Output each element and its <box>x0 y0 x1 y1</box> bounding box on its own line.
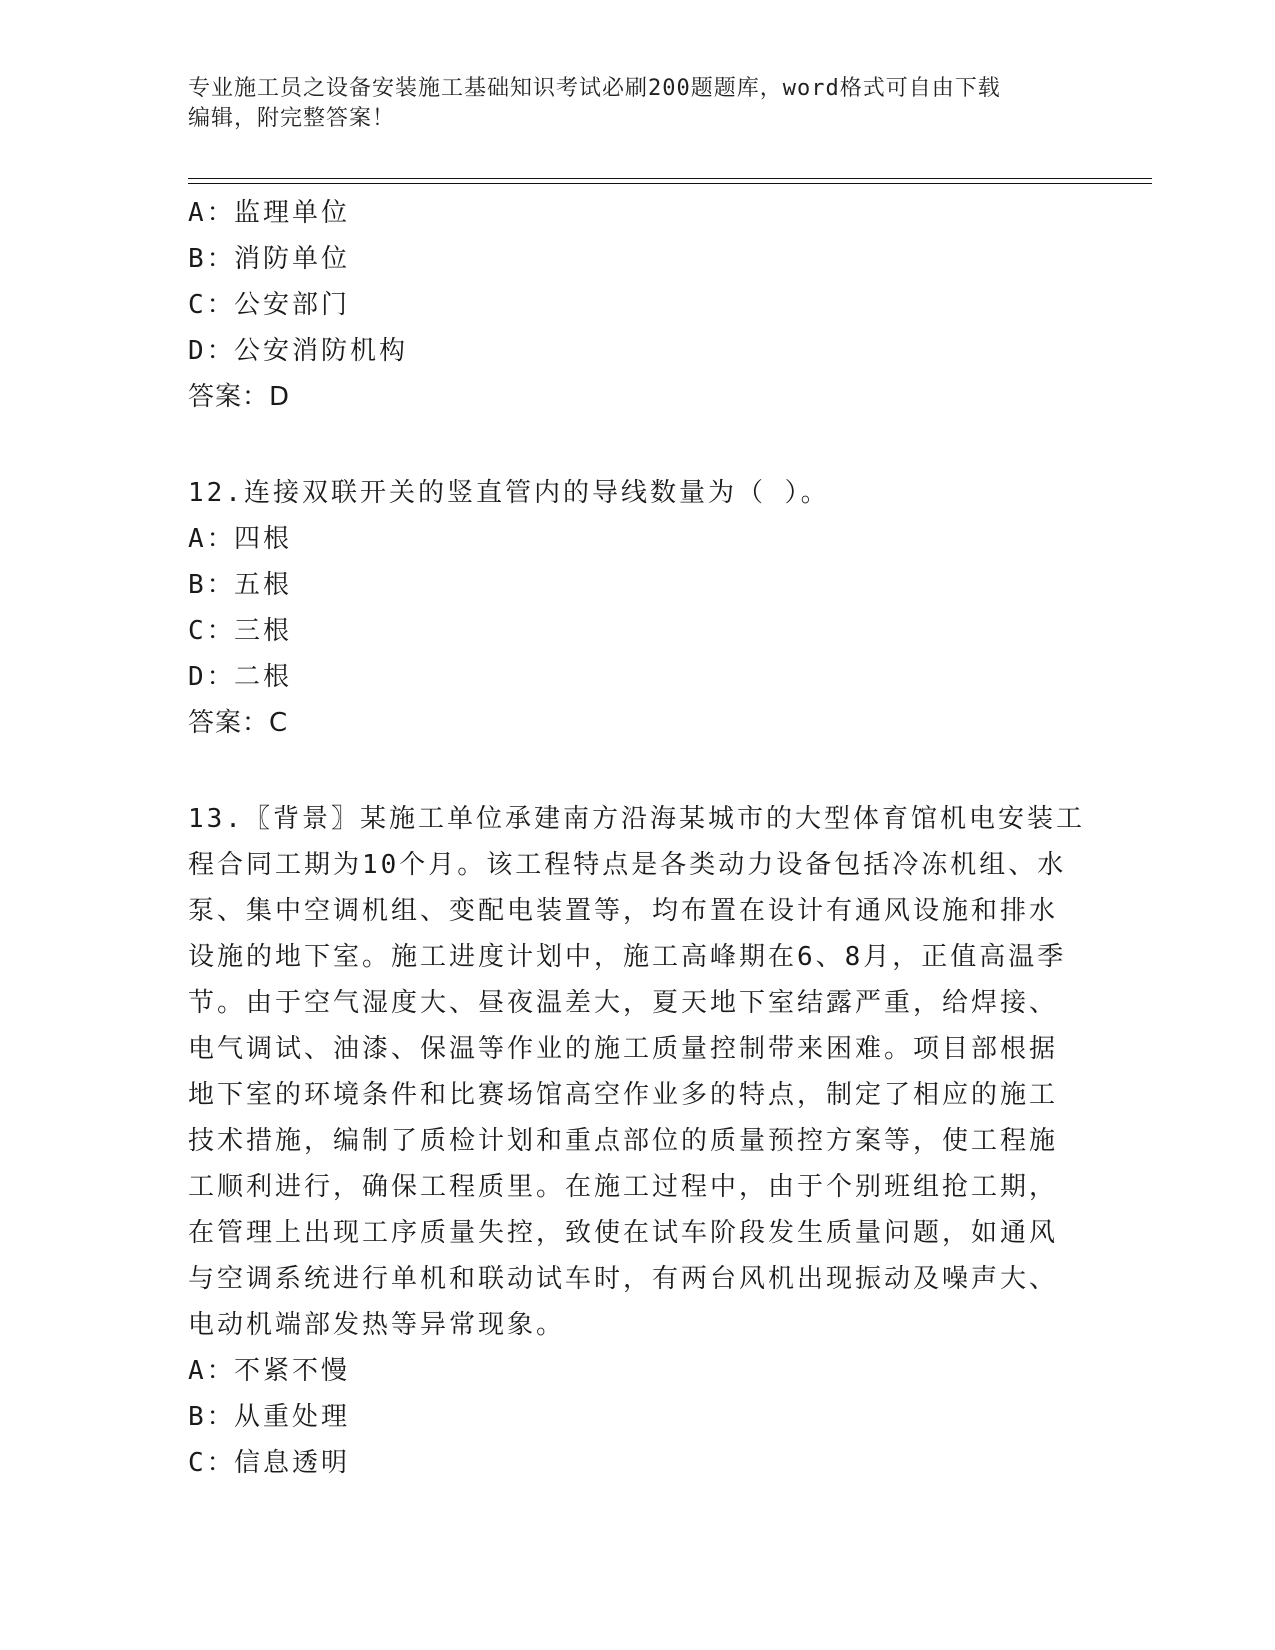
q13-line: 技术措施，编制了质检计划和重点部位的质量预控方案等，使工程施 <box>188 1126 1059 1156</box>
q13-option-c: C：信息透明 <box>188 1448 351 1478</box>
header-divider-bottom <box>188 183 1152 184</box>
q13-option-a: A：不紧不慢 <box>188 1356 351 1386</box>
q13-option-b: B：从重处理 <box>188 1402 351 1432</box>
q12-option-a: A：四根 <box>188 524 293 554</box>
q11-option-a: A：监理单位 <box>188 198 351 228</box>
q13-line: 电动机端部发热等异常现象。 <box>188 1310 566 1340</box>
q13-line: 程合同工期为10个月。该工程特点是各类动力设备包括冷冻机组、水 <box>188 850 1067 880</box>
header-line-2: 编辑，附完整答案！ <box>188 106 396 131</box>
q13-line: 工顺利进行，确保工程质里。在施工过程中，由于个别班组抢工期， <box>188 1172 1059 1202</box>
q12-answer: 答案：C <box>188 708 289 738</box>
q11-option-d: D：公安消防机构 <box>188 336 409 366</box>
header-line-1: 专业施工员之设备安装施工基础知识考试必刷200题题库，word格式可自由下载 <box>188 76 1001 101</box>
q12-option-d: D：二根 <box>188 662 293 692</box>
question-content <box>188 190 1088 1486</box>
header-divider-top <box>188 178 1152 179</box>
q13-line: 设施的地下室。施工进度计划中，施工高峰期在6、8月，正值高温季 <box>188 942 1067 972</box>
q13-line: 13.〖背景〗某施工单位承建南方沿海某城市的大型体育馆机电安装工 <box>188 804 1085 834</box>
q13-line: 电气调试、油漆、保温等作业的施工质量控制带来困难。项目部根据 <box>188 1034 1059 1064</box>
q11-option-c: C：公安部门 <box>188 290 351 320</box>
q13-line: 地下室的环境条件和比赛场馆高空作业多的特点，制定了相应的施工 <box>188 1080 1059 1110</box>
q11-option-b: B：消防单位 <box>188 244 351 274</box>
q13-line: 在管理上出现工序质量失控，致使在试车阶段发生质量问题，如通风 <box>188 1218 1059 1248</box>
document-header <box>188 74 1088 134</box>
q13-line: 与空调系统进行单机和联动试车时，有两台风机出现振动及噪声大、 <box>188 1264 1059 1294</box>
q11-answer: 答案：D <box>188 382 291 412</box>
q12-option-c: C：三根 <box>188 616 293 646</box>
q13-line: 节。由于空气湿度大、昼夜温差大，夏天地下室结露严重，给焊接、 <box>188 988 1059 1018</box>
q13-body <box>188 796 1088 1348</box>
q12-option-b: B：五根 <box>188 570 293 600</box>
q12-title: 12.连接双联开关的竖直管内的导线数量为（ ）。 <box>188 478 830 508</box>
q13-line: 泵、集中空调机组、变配电装置等，均布置在设计有通风设施和排水 <box>188 896 1059 926</box>
